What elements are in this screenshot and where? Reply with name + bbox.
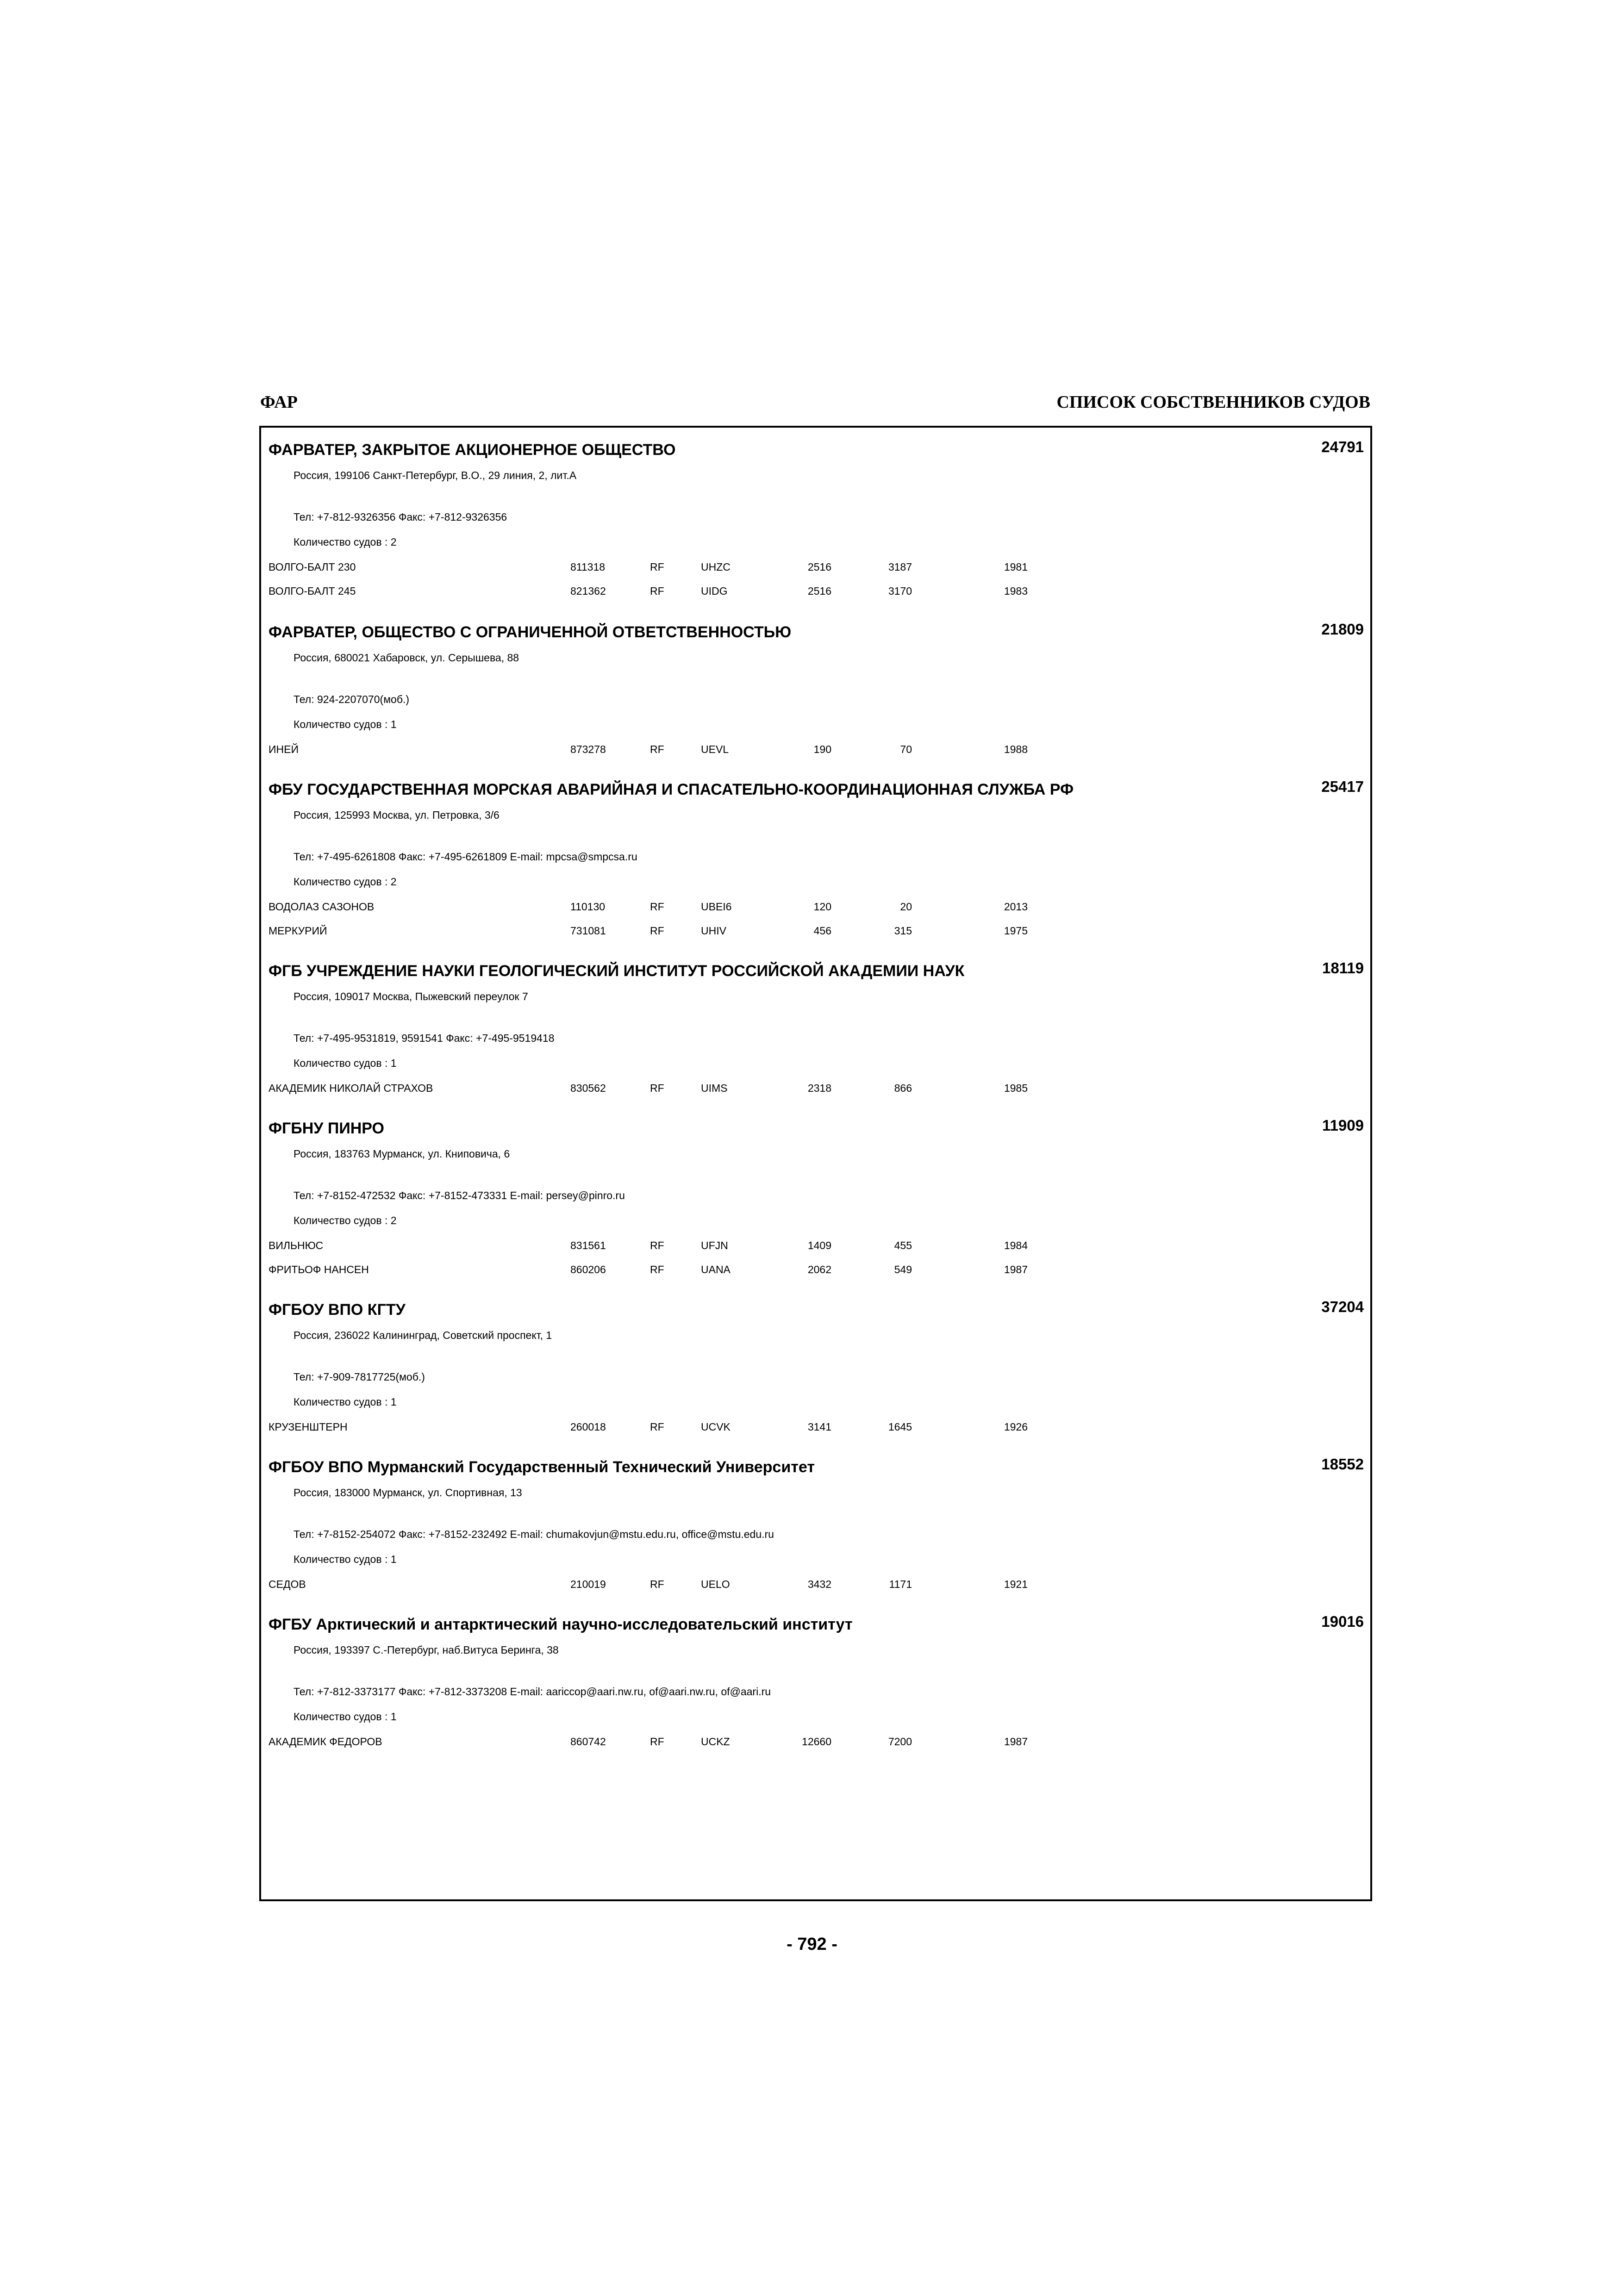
vessel-row (261, 584, 1370, 600)
owner-entry (261, 1602, 1370, 1769)
vessel-reg-number: 831561 (570, 1239, 606, 1251)
vessel-call-sign: UIDG (701, 585, 728, 597)
vessel-count: Количество судов : 1 (294, 1396, 397, 1408)
owner-name: ФБУ ГОСУДАРСТВЕННАЯ МОРСКАЯ АВАРИЙНАЯ И СПАСАТЕЛЬНО-КООРДИНАЦИОННАЯ СЛУЖБА РФ (269, 781, 1074, 798)
vessel-build-year: 1988 (1004, 743, 1028, 755)
vessel-reg-number: 110130 (570, 901, 606, 913)
owner-id: 25417 (1321, 778, 1364, 795)
owner-id: 24791 (1321, 438, 1364, 455)
vessel-name: АКАДЕМИК ФЕДОРОВ (269, 1736, 382, 1748)
vessel-build-year: 1921 (1004, 1578, 1028, 1590)
owner-entry (261, 949, 1370, 1115)
owner-contacts: Тел: +7-495-6261808 Факс: +7-495-6261809 E-mail: mpcsa@smpcsa.ru (294, 851, 637, 863)
vessel-gross-tonnage: 2516 (807, 585, 831, 597)
vessel-deadweight: 1171 (889, 1578, 912, 1590)
owner-address: Россия, 125993 Москва, ул. Петровка, 3/6 (294, 809, 500, 821)
vessel-name: ВОДОЛАЗ САЗОНОВ (269, 901, 375, 913)
owner-name: ФАРВАТЕР, ОБЩЕСТВО С ОГРАНИЧЕННОЙ ОТВЕТСТВЕННОСТЬЮ (269, 623, 792, 641)
vessel-deadweight: 7200 (888, 1736, 912, 1748)
vessel-call-sign: UIMS (701, 1082, 728, 1094)
vessel-deadweight: 20 (900, 901, 912, 913)
owner-entry (261, 610, 1370, 777)
owner-contacts: Тел: +7-495-9531819, 9591541 Факс: +7-495-9519418 (294, 1032, 555, 1044)
vessel-name: МЕРКУРИЙ (269, 925, 327, 937)
vessel-gross-tonnage: 3141 (807, 1421, 831, 1433)
vessel-gross-tonnage: 3432 (807, 1578, 831, 1590)
owner-address: Россия, 183000 Мурманск, ул. Спортивная, 13 (294, 1487, 522, 1499)
vessel-name: СЕДОВ (269, 1578, 306, 1590)
owner-entry (261, 428, 1370, 597)
vessel-name: ФРИТЬОФ НАНСЕН (269, 1263, 369, 1276)
vessel-deadweight: 455 (894, 1239, 912, 1251)
vessel-row (261, 924, 1370, 940)
vessel-flag: RF (650, 585, 664, 597)
vessel-flag: RF (650, 1263, 664, 1276)
owner-address: Россия, 680021 Хабаровск, ул. Серышева, 88 (294, 652, 519, 664)
owner-id: 37204 (1321, 1298, 1364, 1315)
owner-address: Россия, 183763 Мурманск, ул. Книповича, 6 (294, 1148, 510, 1160)
vessel-count: Количество судов : 1 (294, 1057, 397, 1069)
owner-address: Россия, 236022 Калининград, Советский проспект, 1 (294, 1329, 552, 1341)
vessel-flag: RF (650, 743, 664, 755)
owner-name: ФАРВАТЕР, ЗАКРЫТОЕ АКЦИОНЕРНОЕ ОБЩЕСТВО (269, 441, 676, 459)
vessel-reg-number: 860742 (570, 1736, 606, 1748)
vessel-call-sign: UELO (701, 1578, 730, 1590)
vessel-reg-number: 873278 (570, 743, 606, 755)
vessel-build-year: 1926 (1004, 1421, 1028, 1433)
vessel-count: Количество судов : 2 (294, 876, 397, 888)
vessel-gross-tonnage: 2318 (807, 1082, 831, 1094)
vessel-call-sign: UHIV (701, 925, 726, 937)
vessel-name: КРУЗЕНШТЕРН (269, 1421, 348, 1433)
owner-contacts: Тел: +7-8152-472532 Факс: +7-8152-473331 E-mail: persey@pinro.ru (294, 1189, 625, 1201)
vessel-flag: RF (650, 1082, 664, 1094)
vessel-count: Количество судов : 2 (294, 536, 397, 548)
vessel-call-sign: UHZC (701, 561, 731, 573)
vessel-reg-number: 830562 (570, 1082, 606, 1094)
vessel-flag: RF (650, 1239, 664, 1251)
vessel-call-sign: UCKZ (701, 1736, 730, 1748)
vessel-deadweight: 1645 (888, 1421, 912, 1433)
vessel-flag: RF (650, 561, 664, 573)
vessel-row (261, 1238, 1370, 1254)
vessel-row (261, 900, 1370, 915)
vessel-name: АКАДЕМИК НИКОЛАЙ СТРАХОВ (269, 1082, 433, 1094)
vessel-reg-number: 260018 (570, 1421, 606, 1433)
vessel-reg-number: 210019 (570, 1578, 606, 1590)
vessel-build-year: 1984 (1004, 1239, 1028, 1251)
vessel-count: Количество судов : 1 (294, 1711, 397, 1723)
owner-id: 19016 (1321, 1613, 1364, 1630)
vessel-build-year: 1975 (1004, 925, 1028, 937)
vessel-name: ИНЕЙ (269, 743, 299, 755)
owner-name: ФГБОУ ВПО Мурманский Государственный Технический Университет (269, 1458, 815, 1476)
vessel-flag: RF (650, 1736, 664, 1748)
owner-name: ФГБНУ ПИНРО (269, 1120, 384, 1137)
owner-contacts: Тел: +7-812-3373177 Факс: +7-812-3373208 E-mail: aariccop@aari.nw.ru, of@aari.nw.ru, of@aari.ru (294, 1686, 771, 1698)
vessel-gross-tonnage: 120 (813, 901, 831, 913)
vessel-count: Количество судов : 2 (294, 1214, 397, 1226)
vessel-gross-tonnage: 190 (813, 743, 831, 755)
vessel-row (261, 1081, 1370, 1097)
owner-entry (261, 1445, 1370, 1612)
page-number: - 792 - (787, 1935, 837, 1954)
vessel-row (261, 742, 1370, 758)
owner-address: Россия, 199106 Санкт-Петербург, В.О., 29 линия, 2, лит.А (294, 469, 577, 481)
vessel-flag: RF (650, 901, 664, 913)
vessel-flag: RF (650, 925, 664, 937)
owner-contacts: Тел: 924-2207070(моб.) (294, 693, 410, 705)
vessel-gross-tonnage: 2516 (807, 561, 831, 573)
vessel-count: Количество судов : 1 (294, 718, 397, 730)
owner-entry (261, 767, 1370, 937)
vessel-reg-number: 860206 (570, 1263, 606, 1276)
owner-name: ФГБОУ ВПО КГТУ (269, 1301, 406, 1319)
vessel-build-year: 1981 (1004, 561, 1028, 573)
vessel-name: ВОЛГО-БАЛТ 230 (269, 561, 356, 573)
vessel-deadweight: 70 (900, 743, 912, 755)
vessel-name: ВОЛГО-БАЛТ 245 (269, 585, 356, 597)
vessel-build-year: 1985 (1004, 1082, 1028, 1094)
vessel-build-year: 1987 (1004, 1736, 1028, 1748)
vessel-gross-tonnage: 12660 (802, 1736, 831, 1748)
vessel-call-sign: UFJN (701, 1239, 728, 1251)
owner-contacts: Тел: +7-909-7817725(моб.) (294, 1371, 425, 1383)
owner-id: 18552 (1321, 1456, 1364, 1473)
owner-id: 11909 (1322, 1117, 1364, 1134)
vessel-build-year: 2013 (1004, 901, 1028, 913)
vessel-name: ВИЛЬНЮС (269, 1239, 324, 1251)
vessel-build-year: 1987 (1004, 1263, 1028, 1276)
vessel-gross-tonnage: 1409 (807, 1239, 831, 1251)
owner-contacts: Тел: +7-8152-254072 Факс: +7-8152-232492 E-mail: chumakovjun@mstu.edu.ru, office@mstu.edu.ru (294, 1528, 774, 1540)
vessel-call-sign: UBEI6 (701, 901, 732, 913)
owner-id: 18119 (1322, 959, 1364, 977)
owner-name: ФГБУ Арктический и антарктический научно-исследовательский институт (269, 1616, 853, 1633)
vessel-deadweight: 315 (894, 925, 912, 937)
vessel-row (261, 1263, 1370, 1278)
vessel-reg-number: 731081 (570, 925, 606, 937)
vessel-gross-tonnage: 2062 (807, 1263, 831, 1276)
vessel-call-sign: UANA (701, 1263, 731, 1276)
vessel-call-sign: UEVL (701, 743, 729, 755)
vessel-deadweight: 549 (894, 1263, 912, 1276)
vessel-reg-number: 811318 (570, 561, 606, 573)
vessel-deadweight: 3170 (888, 585, 912, 597)
vessel-row (261, 560, 1370, 576)
owner-contacts: Тел: +7-812-9326356 Факс: +7-812-9326356 (294, 511, 507, 523)
vessel-flag: RF (650, 1578, 664, 1590)
owner-entry (261, 1288, 1370, 1454)
vessel-call-sign: UCVK (701, 1421, 731, 1433)
owner-name: ФГБ УЧРЕЖДЕНИЕ НАУКИ ГЕОЛОГИЧЕСКИЙ ИНСТИТУТ РОССИЙСКОЙ АКАДЕМИИ НАУК (269, 962, 965, 980)
vessel-flag: RF (650, 1421, 664, 1433)
vessel-gross-tonnage: 456 (813, 925, 831, 937)
vessel-build-year: 1983 (1004, 585, 1028, 597)
running-header-left: ФАР (260, 392, 298, 412)
vessel-deadweight: 3187 (888, 561, 912, 573)
vessel-reg-number: 821362 (570, 585, 606, 597)
vessel-row (261, 1577, 1370, 1593)
vessel-count: Количество судов : 1 (294, 1553, 397, 1565)
vessel-row (261, 1420, 1370, 1436)
vessel-deadweight: 866 (894, 1082, 912, 1094)
running-header-right: СПИСОК СОБСТВЕННИКОВ СУДОВ (1056, 392, 1370, 412)
owner-address: Россия, 109017 Москва, Пыжевский переулок 7 (294, 990, 528, 1002)
owner-list-frame (259, 426, 1372, 1901)
owner-address: Россия, 193397 С.-Петербург, наб.Витуса Беринга, 38 (294, 1644, 559, 1656)
vessel-row (261, 1735, 1370, 1750)
owner-entry (261, 1106, 1370, 1276)
owner-id: 21809 (1321, 621, 1364, 638)
